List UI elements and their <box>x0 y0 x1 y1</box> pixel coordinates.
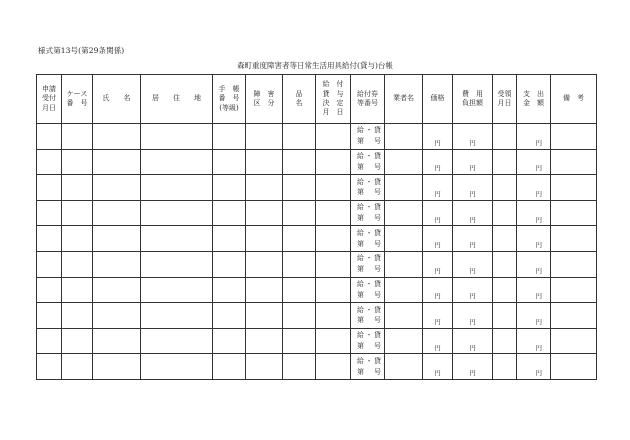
table-row <box>37 175 597 201</box>
voucher-number-text: 給・貸 第 号 <box>357 177 383 197</box>
yen-unit-label: 円 <box>434 241 441 250</box>
cell-receipt-month[interactable] <box>493 124 517 150</box>
cell-handbook-no[interactable] <box>213 200 246 226</box>
cell-handbook-no[interactable] <box>213 354 246 380</box>
yen-unit-label: 円 <box>434 292 441 301</box>
yen-unit-label: 円 <box>434 164 441 173</box>
yen-unit-label: 円 <box>535 266 542 275</box>
cell-receipt-month[interactable] <box>493 328 517 354</box>
header-row <box>37 75 597 124</box>
cell-price[interactable] <box>423 303 453 329</box>
cell-disability-type[interactable] <box>246 175 283 201</box>
voucher-number-text: 給・貸 第 号 <box>357 228 383 248</box>
cell-receipt-month[interactable] <box>493 303 517 329</box>
header-receipt-month: 受領 月日 <box>493 75 517 124</box>
cell-name[interactable] <box>93 200 141 226</box>
yen-unit-label: 円 <box>469 241 476 250</box>
cell-item-name[interactable] <box>283 124 316 150</box>
cell-remarks[interactable] <box>551 226 597 252</box>
cell-payment[interactable] <box>517 354 551 380</box>
cell-receipt-date[interactable] <box>37 277 62 303</box>
cell-name[interactable] <box>93 124 141 150</box>
yen-unit-label: 円 <box>434 369 441 378</box>
form-number-label: 様式第13号(第29条関係) <box>38 46 125 55</box>
cell-price[interactable] <box>423 251 453 277</box>
cell-voucher-no[interactable] <box>351 277 385 303</box>
header-name: 氏 名 <box>93 75 141 124</box>
cell-decision-date[interactable] <box>316 226 351 252</box>
header-payment: 支 出 金 額 <box>517 75 551 124</box>
cell-address[interactable] <box>141 354 213 380</box>
cell-handbook-no[interactable] <box>213 303 246 329</box>
yen-unit-label: 円 <box>535 292 542 301</box>
cell-receipt-month[interactable] <box>493 175 517 201</box>
table-row <box>37 226 597 252</box>
cell-item-name[interactable] <box>283 226 316 252</box>
ledger-body <box>37 124 597 380</box>
yen-unit-label: 円 <box>535 190 542 199</box>
table-row <box>37 277 597 303</box>
cell-decision-date[interactable] <box>316 277 351 303</box>
cell-remarks[interactable] <box>551 354 597 380</box>
cell-vendor[interactable] <box>385 175 423 201</box>
cell-address[interactable] <box>141 303 213 329</box>
cell-decision-date[interactable] <box>316 251 351 277</box>
voucher-number-text: 給・貸 第 号 <box>357 280 383 299</box>
cell-remarks[interactable] <box>551 200 597 226</box>
table-row <box>37 354 597 380</box>
cell-handbook-no[interactable] <box>213 226 246 252</box>
cell-voucher-no[interactable] <box>351 226 385 252</box>
cell-voucher-no[interactable] <box>351 328 385 354</box>
cell-decision-date[interactable] <box>316 328 351 354</box>
cell-receipt-date[interactable] <box>37 226 62 252</box>
cell-case-no[interactable] <box>62 175 93 201</box>
cell-address[interactable] <box>141 175 213 201</box>
cell-disability-type[interactable] <box>246 251 283 277</box>
cell-disability-type[interactable] <box>246 277 283 303</box>
voucher-number-text: 給・貸 第 号 <box>357 331 383 351</box>
cell-address[interactable] <box>141 251 213 277</box>
cell-item-name[interactable] <box>283 354 316 380</box>
cell-remarks[interactable] <box>551 277 597 303</box>
cell-case-no[interactable] <box>62 149 93 175</box>
cell-receipt-month[interactable] <box>493 200 517 226</box>
cell-cost-share[interactable] <box>453 200 493 226</box>
yen-unit-label: 円 <box>434 317 441 326</box>
cell-address[interactable] <box>141 226 213 252</box>
cell-disability-type[interactable] <box>246 149 283 175</box>
table-row <box>37 149 597 175</box>
cell-receipt-date[interactable] <box>37 354 62 380</box>
cell-case-no[interactable] <box>62 354 93 380</box>
cell-remarks[interactable] <box>551 175 597 201</box>
document-title: 森町重度障害者等日常生活用具給付(貸与)台帳 <box>237 61 393 70</box>
cell-price[interactable] <box>423 200 453 226</box>
cell-price[interactable] <box>423 277 453 303</box>
cell-address[interactable] <box>141 277 213 303</box>
header-address: 居 住 地 <box>141 75 213 124</box>
cell-name[interactable] <box>93 226 141 252</box>
yen-unit-label: 円 <box>535 241 542 250</box>
cell-vendor[interactable] <box>385 200 423 226</box>
cell-receipt-month[interactable] <box>493 354 517 380</box>
cell-price[interactable] <box>423 149 453 175</box>
cell-name[interactable] <box>93 328 141 354</box>
cell-handbook-no[interactable] <box>213 251 246 277</box>
table-row <box>37 124 597 150</box>
cell-cost-share[interactable] <box>453 251 493 277</box>
cell-case-no[interactable] <box>62 328 93 354</box>
cell-receipt-date[interactable] <box>37 328 62 354</box>
yen-unit-label: 円 <box>535 369 542 378</box>
cell-name[interactable] <box>93 251 141 277</box>
cell-item-name[interactable] <box>283 149 316 175</box>
yen-unit-label: 円 <box>535 317 542 326</box>
cell-decision-date[interactable] <box>316 149 351 175</box>
cell-price[interactable] <box>423 354 453 380</box>
cell-receipt-month[interactable] <box>493 149 517 175</box>
header-item-name: 品 名 <box>283 75 316 124</box>
cell-item-name[interactable] <box>283 303 316 329</box>
cell-voucher-no[interactable] <box>351 251 385 277</box>
cell-case-no[interactable] <box>62 251 93 277</box>
cell-disability-type[interactable] <box>246 354 283 380</box>
cell-decision-date[interactable] <box>316 200 351 226</box>
yen-unit-label: 円 <box>535 164 542 173</box>
cell-receipt-month[interactable] <box>493 226 517 252</box>
cell-voucher-no[interactable] <box>351 354 385 380</box>
cell-cost-share[interactable] <box>453 124 493 150</box>
cell-case-no[interactable] <box>62 200 93 226</box>
cell-receipt-date[interactable] <box>37 200 62 226</box>
cell-name[interactable] <box>93 303 141 329</box>
cell-payment[interactable] <box>517 277 551 303</box>
cell-vendor[interactable] <box>385 277 423 303</box>
voucher-number-text: 給・貸 第 号 <box>357 356 383 376</box>
yen-unit-label: 円 <box>469 369 476 378</box>
cell-decision-date[interactable] <box>316 303 351 329</box>
table-row <box>37 200 597 226</box>
yen-unit-label: 円 <box>434 190 441 199</box>
header-voucher-number: 給付券 等番号 <box>351 75 385 124</box>
yen-unit-label: 円 <box>434 343 441 352</box>
cell-voucher-no[interactable] <box>351 200 385 226</box>
cell-item-name[interactable] <box>283 175 316 201</box>
cell-address[interactable] <box>141 200 213 226</box>
cell-remarks[interactable] <box>551 149 597 175</box>
yen-unit-label: 円 <box>469 164 476 173</box>
yen-unit-label: 円 <box>469 317 476 326</box>
cell-item-name[interactable] <box>283 200 316 226</box>
cell-remarks[interactable] <box>551 124 597 150</box>
cell-receipt-date[interactable] <box>37 149 62 175</box>
cell-receipt-date[interactable] <box>37 175 62 201</box>
cell-vendor[interactable] <box>385 226 423 252</box>
cell-receipt-date[interactable] <box>37 303 62 329</box>
cell-handbook-no[interactable] <box>213 328 246 354</box>
header-disability-type: 障 害 区 分 <box>246 75 283 124</box>
cell-address[interactable] <box>141 149 213 175</box>
cell-handbook-no[interactable] <box>213 124 246 150</box>
cell-cost-share[interactable] <box>453 277 493 303</box>
cell-payment[interactable] <box>517 200 551 226</box>
cell-disability-type[interactable] <box>246 124 283 150</box>
header-vendor: 業者名 <box>385 75 423 124</box>
cell-voucher-no[interactable] <box>351 303 385 329</box>
voucher-number-text: 給・貸 第 号 <box>357 152 383 171</box>
header-case-number: ケース 番 号 <box>62 75 93 124</box>
cell-vendor[interactable] <box>385 303 423 329</box>
cell-cost-share[interactable] <box>453 303 493 329</box>
yen-unit-label: 円 <box>434 215 441 224</box>
ledger-table <box>36 74 597 380</box>
cell-receipt-date[interactable] <box>37 124 62 150</box>
voucher-number-text: 給・貸 第 号 <box>357 203 383 223</box>
yen-unit-label: 円 <box>469 343 476 352</box>
cell-item-name[interactable] <box>283 328 316 354</box>
cell-disability-type[interactable] <box>246 328 283 354</box>
cell-disability-type[interactable] <box>246 303 283 329</box>
cell-cost-share[interactable] <box>453 354 493 380</box>
cell-vendor[interactable] <box>385 149 423 175</box>
yen-unit-label: 円 <box>535 343 542 352</box>
yen-unit-label: 円 <box>469 215 476 224</box>
table-row <box>37 251 597 277</box>
cell-item-name[interactable] <box>283 277 316 303</box>
yen-unit-label: 円 <box>469 190 476 199</box>
cell-cost-share[interactable] <box>453 149 493 175</box>
cell-payment[interactable] <box>517 328 551 354</box>
cell-price[interactable] <box>423 328 453 354</box>
yen-unit-label: 円 <box>535 215 542 224</box>
header-price: 価格 <box>423 75 453 124</box>
header-receipt-date: 申請 受付 月日 <box>37 75 62 124</box>
header-handbook-number: 手 帳 番 号 (等級) <box>213 75 246 124</box>
cell-name[interactable] <box>93 277 141 303</box>
cell-decision-date[interactable] <box>316 354 351 380</box>
cell-payment[interactable] <box>517 251 551 277</box>
cell-price[interactable] <box>423 124 453 150</box>
cell-cost-share[interactable] <box>453 226 493 252</box>
cell-payment[interactable] <box>517 175 551 201</box>
cell-remarks[interactable] <box>551 303 597 329</box>
voucher-number-text: 給・貸 第 号 <box>357 126 383 146</box>
table-row <box>37 328 597 354</box>
cell-vendor[interactable] <box>385 354 423 380</box>
cell-receipt-month[interactable] <box>493 251 517 277</box>
cell-case-no[interactable] <box>62 303 93 329</box>
cell-receipt-date[interactable] <box>37 251 62 277</box>
cell-case-no[interactable] <box>62 277 93 303</box>
cell-voucher-no[interactable] <box>351 175 385 201</box>
cell-payment[interactable] <box>517 124 551 150</box>
cell-name[interactable] <box>93 175 141 201</box>
cell-price[interactable] <box>423 175 453 201</box>
cell-remarks[interactable] <box>551 328 597 354</box>
cell-name[interactable] <box>93 149 141 175</box>
cell-payment[interactable] <box>517 149 551 175</box>
voucher-number-text: 給・貸 第 号 <box>357 305 383 325</box>
cell-cost-share[interactable] <box>453 328 493 354</box>
cell-payment[interactable] <box>517 226 551 252</box>
cell-voucher-no[interactable] <box>351 124 385 150</box>
yen-unit-label: 円 <box>434 138 441 147</box>
cell-receipt-month[interactable] <box>493 277 517 303</box>
cell-case-no[interactable] <box>62 226 93 252</box>
cell-voucher-no[interactable] <box>351 149 385 175</box>
cell-disability-type[interactable] <box>246 200 283 226</box>
cell-vendor[interactable] <box>385 328 423 354</box>
yen-unit-label: 円 <box>469 266 476 275</box>
cell-decision-date[interactable] <box>316 124 351 150</box>
cell-disability-type[interactable] <box>246 226 283 252</box>
cell-handbook-no[interactable] <box>213 175 246 201</box>
cell-vendor[interactable] <box>385 124 423 150</box>
yen-unit-label: 円 <box>535 138 542 147</box>
yen-unit-label: 円 <box>434 266 441 275</box>
header-remarks: 備 考 <box>551 75 597 124</box>
cell-name[interactable] <box>93 354 141 380</box>
cell-item-name[interactable] <box>283 251 316 277</box>
voucher-number-text: 給・貸 第 号 <box>357 254 383 274</box>
header-decision-date: 給 付 貸 与 決 定 月 日 <box>316 75 351 124</box>
yen-unit-label: 円 <box>469 138 476 147</box>
cell-vendor[interactable] <box>385 251 423 277</box>
cell-address[interactable] <box>141 328 213 354</box>
table-row <box>37 303 597 329</box>
cell-price[interactable] <box>423 226 453 252</box>
cell-cost-share[interactable] <box>453 175 493 201</box>
cell-payment[interactable] <box>517 303 551 329</box>
cell-remarks[interactable] <box>551 251 597 277</box>
yen-unit-label: 円 <box>469 292 476 301</box>
header-cost-share: 費 用 負担額 <box>453 75 493 124</box>
cell-decision-date[interactable] <box>316 175 351 201</box>
cell-handbook-no[interactable] <box>213 149 246 175</box>
cell-case-no[interactable] <box>62 124 93 150</box>
cell-address[interactable] <box>141 124 213 150</box>
cell-handbook-no[interactable] <box>213 277 246 303</box>
